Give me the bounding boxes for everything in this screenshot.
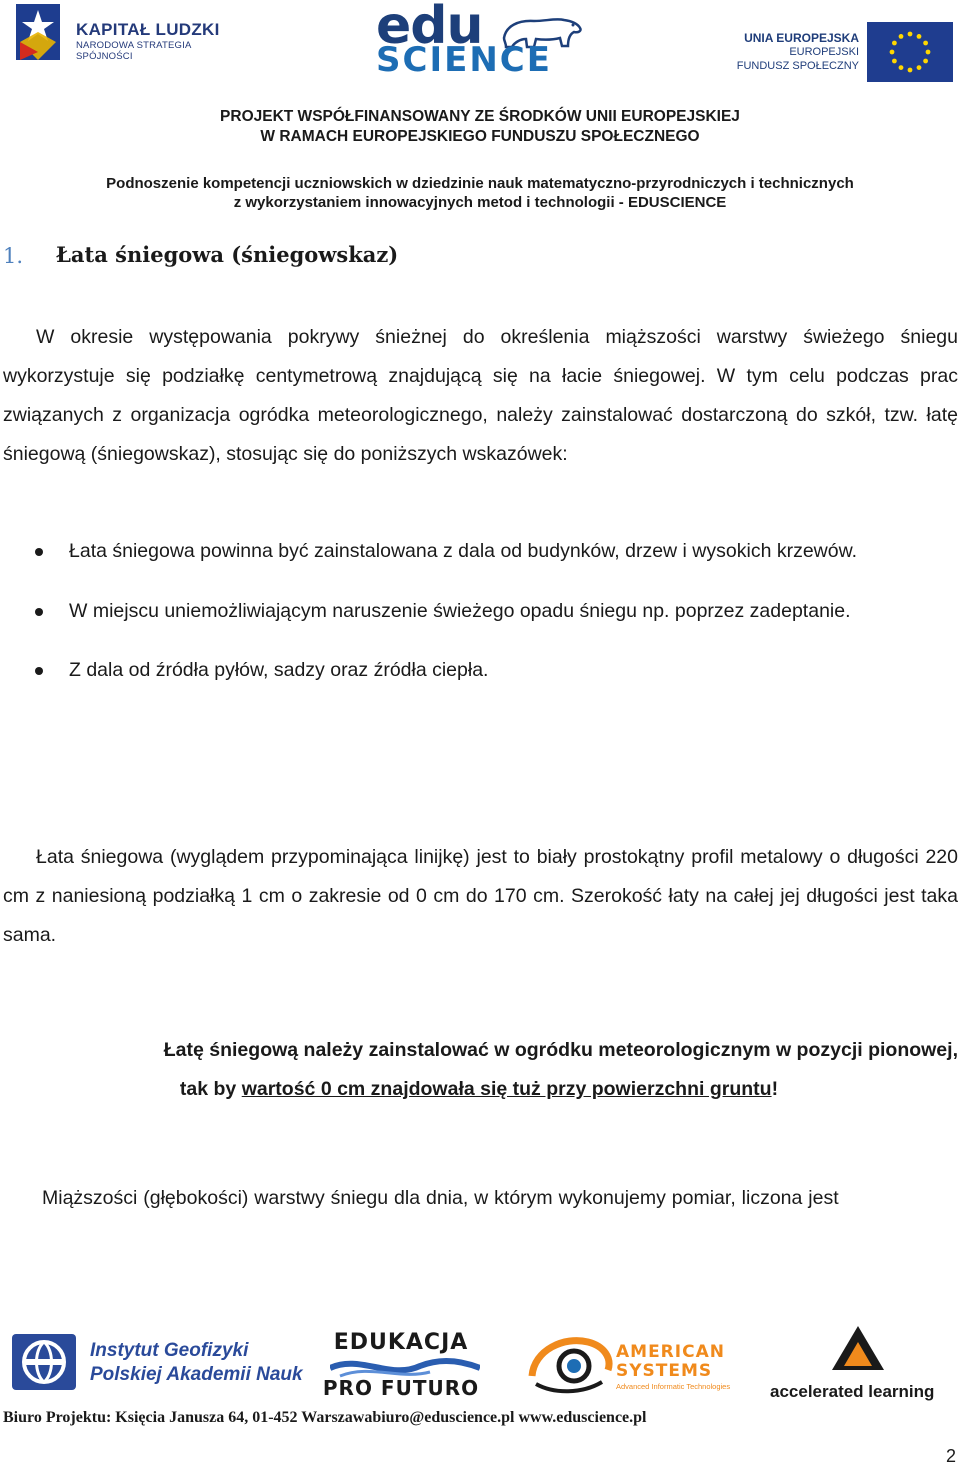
installation-instruction <box>0 1031 958 1109</box>
list-item-text: W miejscu uniemożliwiającym naruszenie świeżego opadu śniegu np. poprzez zadeptanie. <box>69 599 851 622</box>
description-text: Łata śniegowa (wyglądem przypominająca linijkę) jest to biały prostokątny profil metalowy o długości 220 cm z naniesioną podziałką 1 cm o zakresie od 0 cm do 170 cm. Szerokość łaty na całej jej długości jest taka sama. <box>3 846 958 946</box>
footer-address: Biuro Projektu: Księcia Janusza 64, 01-452 Warszawabiuro@eduscience.pl www.eduscience.pl <box>3 1409 647 1426</box>
triangle-icon <box>828 1322 888 1374</box>
instruction-line-2 <box>0 1070 958 1109</box>
project-line-2: W RAMACH EUROPEJSKIEGO FUNDUSZU SPOŁECZNEGO <box>260 128 700 145</box>
eu-flag-icon <box>867 22 953 82</box>
american-systems-swirl-icon <box>524 1330 614 1396</box>
bullet-icon <box>35 608 43 616</box>
project-subtitle-2: z wykorzystaniem innowacyjnych metod i technologii - EDUSCIENCE <box>233 194 727 211</box>
edukacja-pro-futuro-logo <box>300 1332 500 1398</box>
igf-globe-icon <box>10 1332 78 1392</box>
eduscience-logo-science: SCIENCE <box>376 40 552 80</box>
eduscience-logo <box>372 0 586 80</box>
american-tagline: Advanced Informatic Technologies <box>616 1382 731 1391</box>
instruction-underlined: wartość 0 cm znajdowała się tuż przy powierzchni gruntu <box>241 1078 772 1100</box>
edukacja-line1: EDUKACJA <box>333 1330 469 1355</box>
instruction-line-1: Łatę śniegową należy zainstalować w ogródku meteorologicznym w pozycji pionowej, <box>163 1039 958 1061</box>
igf-line2: Polskiej Akademii Nauk <box>90 1364 303 1385</box>
list-item <box>0 651 958 690</box>
eu-logo-line2: EUROPEJSKI <box>789 46 859 58</box>
eduscience-logo-edu: edu <box>376 0 483 56</box>
kapital-ludzki-logo <box>14 2 244 64</box>
intro-paragraph <box>3 318 958 474</box>
eu-logo-line1: UNIA EUROPEJSKA <box>744 31 859 45</box>
bullet-icon <box>35 667 43 675</box>
instruction-prefix: tak by <box>179 1078 242 1100</box>
kapital-ludzki-title: KAPITAŁ LUDZKI <box>76 20 220 39</box>
eu-logo <box>736 22 955 82</box>
kapital-ludzki-subtitle: NARODOWA STRATEGIA SPÓJNOŚCI <box>76 40 191 62</box>
kapital-ludzki-emblem-icon <box>14 2 62 62</box>
intro-text: W okresie występowania pokrywy śnieżnej do określenia miąższości warstwy świeżego śniegu wykorzystuje się podziałkę centymetrową znajdującą się na łacie śniegowej. W tym celu podczas prac związanych z organizacja ogródka meteorologicznego, należy zainstalować dostarczoną do szkół, tzw. łatę śniegową (śniegowskaz), stosując się do poniższych wskazówek: <box>3 326 958 465</box>
american-systems-logo <box>524 1330 746 1396</box>
igf-pan-logo <box>10 1332 303 1394</box>
list-item <box>0 532 958 571</box>
edukacja-line2: PRO FUTURO <box>322 1376 480 1400</box>
project-subtitle-1: Podnoszenie kompetencji uczniowskich w dziedzinie nauk matematyczno-przyrodniczych i technicznych <box>106 175 854 192</box>
description-paragraph <box>3 838 958 955</box>
igf-line1: Instytut Geofizyki <box>90 1340 249 1361</box>
accelerated-label: accelerated learning <box>770 1382 935 1401</box>
accelerated-learning-logo <box>766 1322 954 1402</box>
list-item <box>0 592 958 631</box>
continuation-text: Miąższości (głębokości) warstwy śniegu dla dnia, w którym wykonujemy pomiar, liczona jest <box>42 1187 839 1209</box>
list-item-text: Łata śniegowa powinna być zainstalowana z dala od budynków, drzew i wysokich krzewów. <box>69 540 858 562</box>
project-line-1: PROJEKT WSPÓŁFINANSOWANY ZE ŚRODKÓW UNII EUROPEJSKIEJ <box>220 108 740 125</box>
american-line1: AMERICAN <box>616 1342 725 1362</box>
eu-logo-line3: FUNDUSZ SPOŁECZNY <box>736 60 859 72</box>
guidelines-list <box>0 532 958 690</box>
list-item-text: Z dala od źródła pyłów, sadzy oraz źródła ciepła. <box>69 659 489 681</box>
bullet-icon <box>35 548 43 556</box>
page-number: 2 <box>945 1446 956 1466</box>
section-title: Łata śniegowa (śniegowskaz) <box>56 242 399 267</box>
instruction-suffix: ! <box>771 1078 779 1100</box>
american-line2: SYSTEMS <box>616 1361 713 1381</box>
section-number: 1. <box>3 244 24 268</box>
